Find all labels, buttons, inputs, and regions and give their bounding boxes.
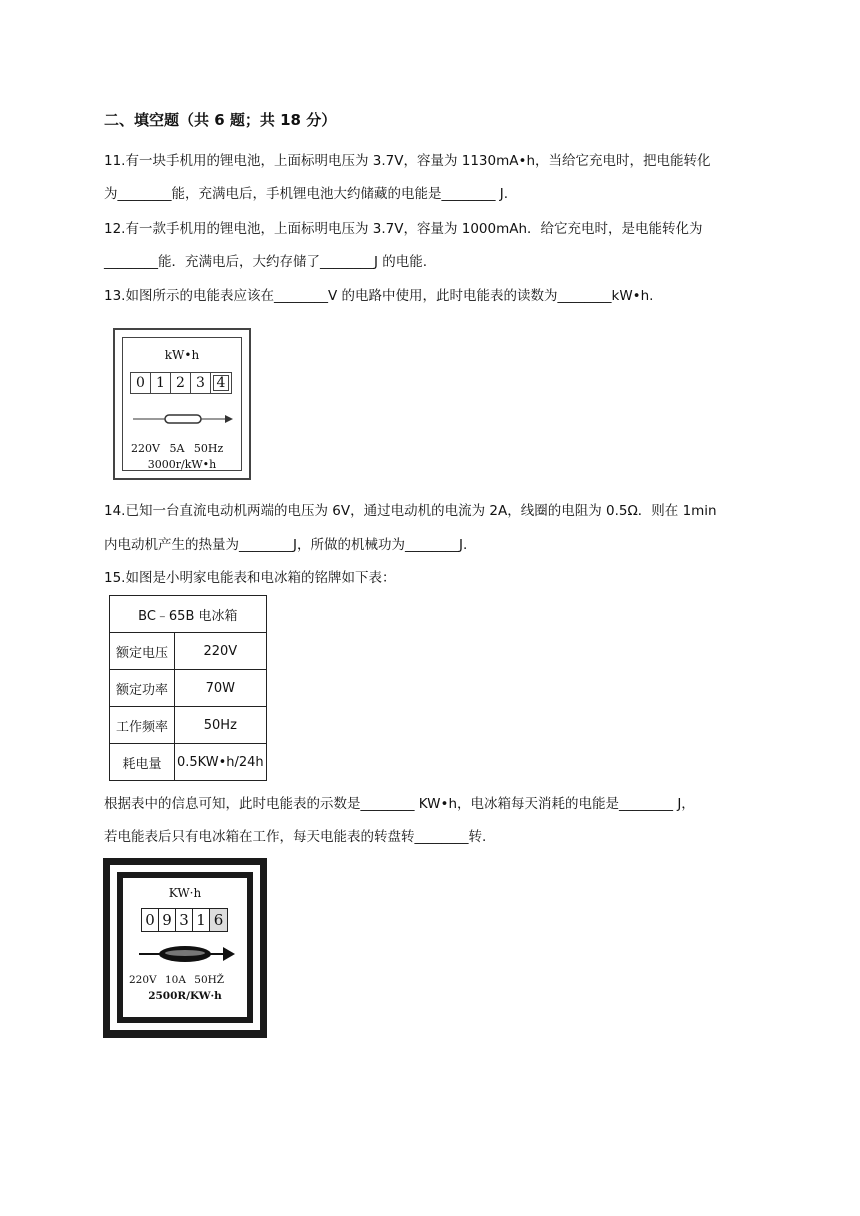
meter-revolutions: 3000r/kW•h	[147, 458, 217, 471]
table-header: BC﹣65B 电冰箱	[110, 596, 267, 633]
meter-revolutions: 2500R/KW·h	[148, 990, 222, 1002]
question-12-line-2: ________能．充满电后，大约存储了________J 的电能.	[104, 254, 428, 270]
question-11-line-1: 11.有一块手机用的锂电池，上面标明电压为 3.7V，容量为 1130mA•h，当给它充电时，把电能转化	[104, 153, 711, 169]
meter-ratings	[131, 442, 223, 455]
meter-outer-frame	[110, 865, 260, 1030]
question-15-line-3: 若电能表后只有电冰箱在工作，每天电能表的转盘转________转.	[104, 829, 487, 845]
meter-digit: 1	[193, 909, 210, 931]
table-row	[110, 670, 267, 707]
question-15-line-1: 15.如图是小明家电能表和电冰箱的铭牌如下表：	[104, 570, 396, 586]
table-label: 耗电量	[110, 744, 175, 781]
table-value: 0.5KW•h/24h	[175, 744, 267, 781]
table-label: 额定功率	[110, 670, 175, 707]
fridge-nameplate-table	[109, 595, 267, 781]
question-14-line-1: 14.已知一台直流电动机两端的电压为 6V，通过电动机的电流为 2A，线圈的电阻为 0.5Ω．则在 1min	[104, 503, 717, 519]
meter-unit: KW·h	[168, 886, 202, 900]
rotor-disc-icon	[133, 412, 233, 426]
meter-digit: 2	[171, 373, 191, 393]
table-value: 50Hz	[175, 707, 267, 744]
question-12-line-1: 12.有一款手机用的锂电池，上面标明电压为 3.7V，容量为 1000mAh．给它充电时，是电能转化为	[104, 221, 703, 237]
rotor-disc-icon	[139, 942, 235, 966]
meter-current: 5A	[169, 442, 185, 455]
meter-digit: 6	[210, 909, 227, 931]
table-row	[110, 596, 267, 633]
question-15-line-2: 根据表中的信息可知，此时电能表的示数是________ KW•h，电冰箱每天消耗的电能是________ J，	[104, 796, 695, 812]
meter-reading	[130, 372, 232, 394]
meter-digit: 9	[159, 909, 176, 931]
table-label: 工作频率	[110, 707, 175, 744]
table-value: 70W	[175, 670, 267, 707]
table-row	[110, 707, 267, 744]
meter-voltage: 220V	[129, 974, 157, 986]
electric-meter-figure-1	[113, 328, 251, 480]
meter-voltage: 220V	[131, 442, 160, 455]
meter-ratings	[129, 974, 224, 986]
meter-digit: 1	[151, 373, 171, 393]
question-13-line-1: 13.如图所示的电能表应该在________V 的电路中使用，此时电能表的读数为________kW•h.	[104, 288, 654, 304]
meter-frequency: 50HŽ	[194, 974, 225, 986]
electric-meter-figure-2	[103, 858, 267, 1038]
meter-digit: 0	[131, 373, 151, 393]
meter-current: 10A	[164, 974, 186, 986]
table-value: 220V	[175, 633, 267, 670]
table-row	[110, 633, 267, 670]
question-11-line-2: 为________能，充满电后，手机锂电池大约储藏的电能是________ J.	[104, 186, 509, 202]
section-title: 二、填空题（共 6 题；共 18 分）	[104, 111, 337, 129]
meter-inner-frame	[117, 872, 253, 1023]
table-label: 额定电压	[110, 633, 175, 670]
meter-digit: 4	[211, 373, 231, 393]
meter-digit: 3	[176, 909, 193, 931]
meter-digit: 0	[142, 909, 159, 931]
meter-digit: 3	[191, 373, 211, 393]
meter-face	[123, 878, 247, 1017]
meter-face	[122, 337, 242, 471]
meter-reading	[141, 908, 228, 932]
table-row	[110, 744, 267, 781]
meter-frequency: 50Hz	[193, 442, 224, 455]
question-14-line-2: 内电动机产生的热量为________J，所做的机械功为________J.	[104, 537, 468, 553]
meter-unit: kW•h	[164, 348, 200, 362]
